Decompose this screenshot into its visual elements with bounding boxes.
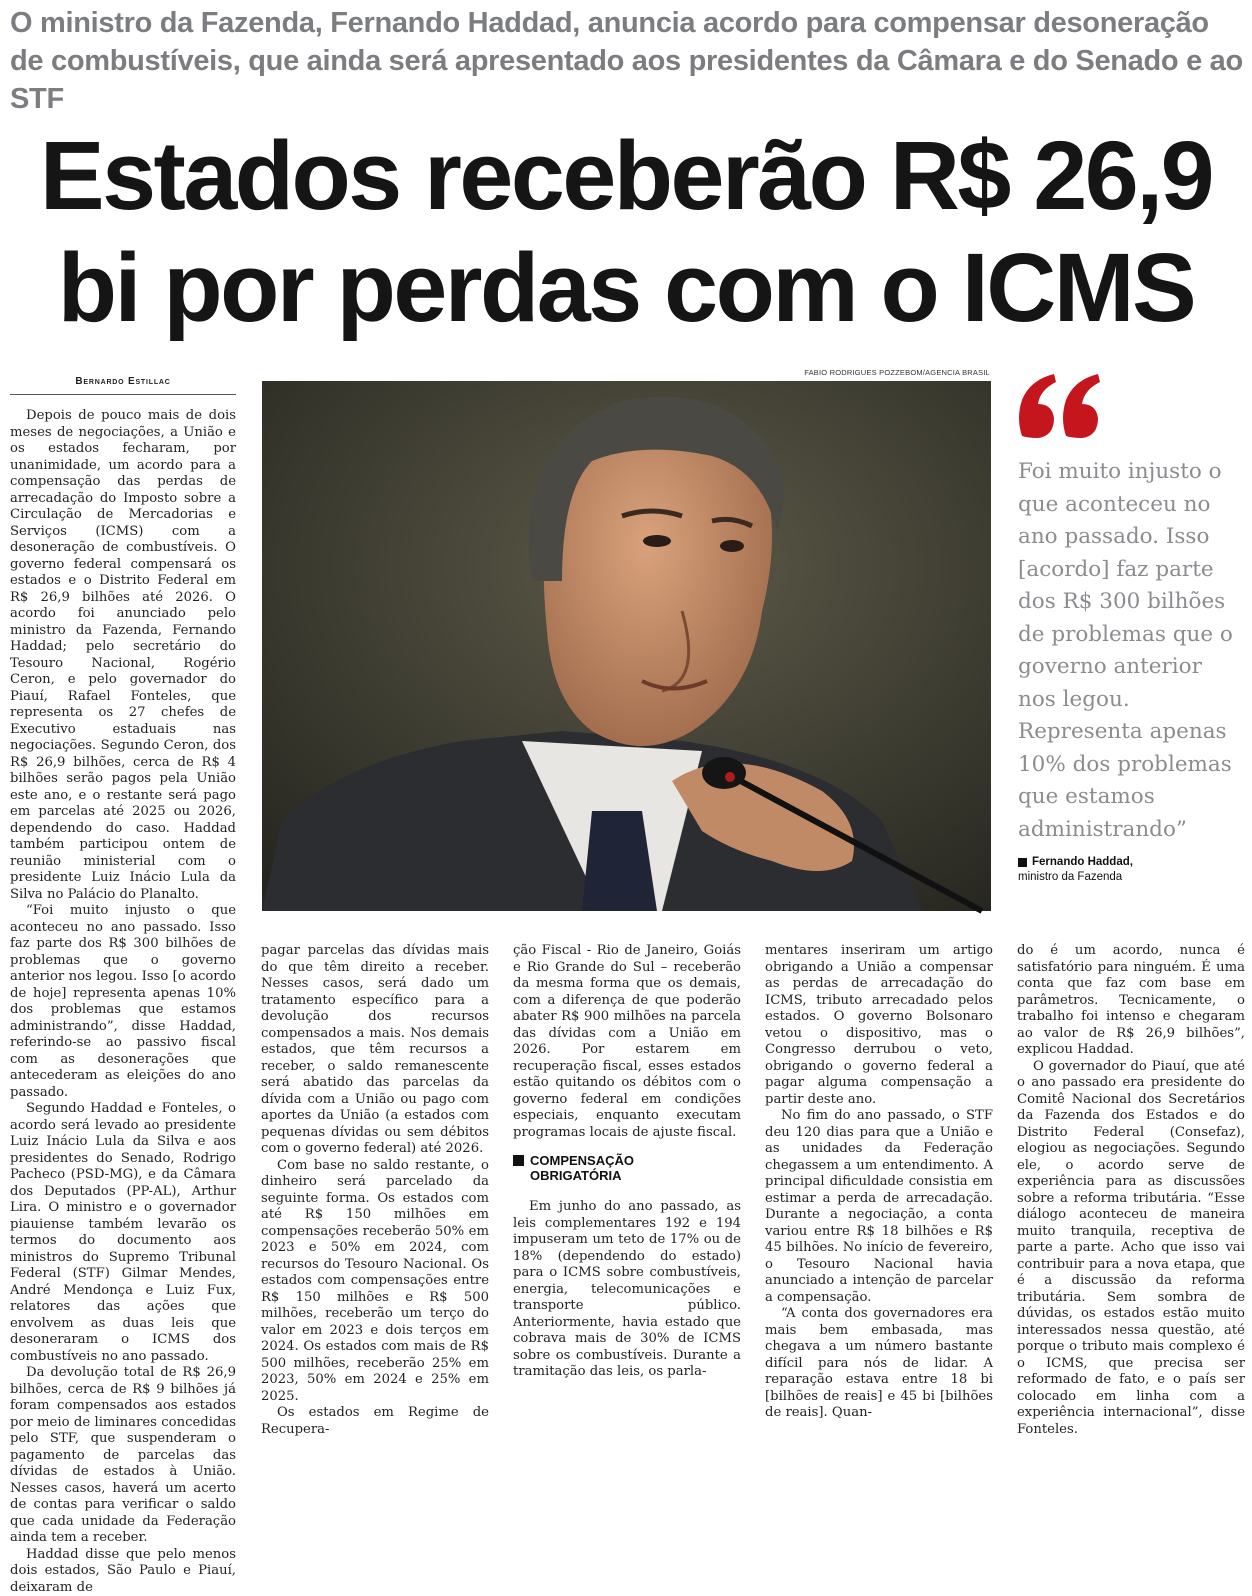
photo-credit: FABIO RODRIGUES POZZEBOM/AGENCIA BRASIL — [264, 368, 990, 377]
article-column-4 — [765, 943, 993, 1318]
paragraph: Segundo Haddad e Fonteles, o acordo será levado ao presidente Luiz Inácio Lula da Silva e aos presidentes do Senado, Rodrigo Pacheco (PSD-MG), e da Câmara dos Deputados (PP-AL), Arthur Lira. O ministro e o governador piauiense também levarão os termos do documento aos ministros do Supremo Tribunal Federal (STF) Gilmar Mendes, André Mendonça e Luiz Fux, relatores das ações que envolvem as duas leis que desoneraram o ICMS dos combustíveis no ano passado. — [10, 1101, 236, 1365]
square-bullet-icon — [513, 1155, 524, 1166]
pull-quote-text: Foi muito injusto o que aconteceu no ano passado. Isso [acordo] faz parte dos R$ 300 bilhões de problemas que o governo anterior nos legou. Representa apenas 10% dos problemas que estamos administrando” — [1018, 456, 1246, 846]
headline — [0, 120, 1252, 344]
portrait-illustration — [262, 381, 991, 911]
byline-divider — [10, 394, 236, 395]
paragraph: mentares inseriram um artigo obrigando a União a compensar as perdas de arrecadação do ICMS, tributo arrecadado pelos estados. O governo Bolsonaro vetou o dispositivo, mas o Congresso derrubou o veto, obrigando o governo federal a pagar alguma compensação a partir deste ano. — [765, 943, 993, 1108]
paragraph: do é um acordo, nunca é satisfatório para ninguém. É uma conta que faz com base em parâmetros. Tecnicamente, o trabalho foi intenso e chegaram ao valor de R$ 26,9 bilhões”, explicou Haddad. — [1017, 943, 1245, 1059]
paragraph: Os estados em Regime de Recupera- — [261, 1405, 489, 1438]
article-column-2 — [261, 943, 489, 1318]
pull-quote-author-name: Fernando Haddad, — [1032, 855, 1133, 870]
paragraph: “Foi muito injusto o que aconteceu no ano passado. Isso faz parte dos R$ 300 bilhões de problemas que o governo anterior nos legou. Isso [o acordo de hoje] representa apenas 10% dos problemas que estamos administrando”, disse Haddad, referindo-se ao passivo fiscal com as desonerações que antecederam as eleições do ano passado. — [10, 903, 236, 1101]
section-subhead — [513, 1153, 741, 1183]
paragraph: Haddad disse que pelo menos dois estados, São Paulo e Piauí, deixaram de — [10, 1547, 236, 1596]
byline: Bernardo Estillac — [10, 376, 236, 387]
square-bullet-icon — [1018, 858, 1027, 867]
photo-fernando-haddad — [262, 381, 991, 911]
headline-line-2: bi por perdas com o ICMS — [0, 232, 1252, 344]
paragraph: O governador do Piauí, que até o ano passado era presidente do Comitê Nacional dos Secretários da Fazenda dos Estados e do Distrito Federal (Consefaz), elogiou as negociações. Segundo ele, o acordo serve de experiência para as discussões sobre a reforma tributária. “Esse diálogo aconteceu de maneira muito tranquila, receptiva de parte a parte. Acho que isso vai contribuir para a nova etapa, que é a discussão da reforma tributária. Sem sombra de dúvidas, os estados estão muito interessados nessa questão, até porque o tributo mais complexo é o ICMS, que precisa ser reformado de fato, e o país ser colocado em linha com a experiência internacional”, disse Fonteles. — [1017, 1059, 1245, 1439]
paragraph: Com base no saldo restante, o dinheiro será parcelado da seguinte forma. Os estados com até R$ 150 milhões em compensações receberão 50% em 2023 e 50% em 2024, com recursos do Tesouro Nacional. Os estados com compensações entre R$ 150 milhões e R$ 500 milhões, receberão um terço do valor em 2023 e dois terços em 2024. Os estados com mais de R$ 500 milhões, receberão 25% em 2023, 50% em 2024 e 25% em 2025. — [261, 1158, 489, 1406]
paragraph: Da devolução total de R$ 26,9 bilhões, cerca de R$ 9 bilhões já foram compensados aos estados por meio de liminares concedidas pelo STF, que suspenderam o pagamento de parcelas das dívidas de estados à União. Nesses casos, haverá um acerto de contas para verificar o saldo que cada unidade da Federação ainda tem a receber. — [10, 1365, 236, 1547]
section-subhead-text: COMPENSAÇÃO OBRIGATÓRIA — [530, 1153, 634, 1183]
pull-quote-attribution — [1018, 855, 1246, 885]
pull-quote-author — [1018, 855, 1246, 870]
paragraph: ção Fiscal - Rio de Janeiro, Goiás e Rio Grande do Sul – receberão da mesma forma que os demais, com a diferença de que poderão abater R$ 900 milhões na parcela das dívidas com a União em 2026. Por estarem em recuperação fiscal, esses estados estão quitando os débitos com o governo federal em condições especiais, enquanto executam programas locais de ajuste fiscal. — [513, 943, 741, 1141]
article-column-3 — [513, 943, 741, 1318]
paragraph: Depois de pouco mais de dois meses de negociações, a União e os estados fecharam, por unanimidade, um acordo para a compensação das perdas de arrecadação do Imposto sobre a Circulação de Mercadorias e Serviços (ICMS) com a desoneração de combustíveis. O governo federal compensará os estados e o Distrito Federal em R$ 26,9 bilhões até 2026. O acordo foi anunciado pelo ministro da Fazenda, Fernando Haddad; pelo secretário do Tesouro Nacional, Rogério Ceron, e pelo governador do Piauí, Rafael Fonteles, que representa os 27 chefes de Executivo estaduais nas negociações. Segundo Ceron, dos R$ 26,9 bilhões, cerca de R$ 4 bilhões serão pagos pela União este ano, e o restante será pago em parcelas até 2025 ou 2026, dependendo do caso. Haddad também participou ontem de reunião ministerial com o presidente Luiz Inácio Lula da Silva no Palácio do Planalto. — [10, 408, 236, 903]
pull-quote-author-role: ministro da Fazenda — [1018, 870, 1246, 885]
paragraph: pagar parcelas das dívidas mais do que têm direito a receber. Nesses casos, será dado um tratamento específico para a devolução dos recursos compensados a mais. Nos demais estados, que têm recursos a receber, o saldo remanescente será abatido das parcelas da dívida com a União ou pago com aportes da União (a estados com pequenas dívidas ou sem débitos com o governo federal) até 2026. — [261, 943, 489, 1158]
paragraph: No fim do ano passado, o STF deu 120 dias para que a União e as unidades da Federação chegassem a um entendimento. A principal dificuldade consistia em estimar a perda de arrecadação. Durante a negociação, a conta variou entre R$ 18 bilhões e R$ 45 bilhões. No início de fevereiro, o Tesouro Nacional havia anunciado a intenção de parcelar a compensação. — [765, 1108, 993, 1306]
kicker-subheadline: O ministro da Fazenda, Fernando Haddad, anuncia acordo para compensar desoneração de combustíveis, que ainda será apresentado aos presidentes da Câmara e do Senado e ao STF — [10, 4, 1246, 118]
paragraph: Em junho do ano passado, as leis complementares 192 e 194 impuseram um teto de 17% ou de 18% (dependendo do estado) para o ICMS sobre combustíveis, energia, telecomunicações e transporte público. Anteriormente, havia estado que cobrava mais de 30% de ICMS sobre os combustíveis. Durante a tramitação das leis, os parla- — [513, 1199, 741, 1381]
quote-mark-icon — [1014, 368, 1104, 448]
paragraph: “A conta dos governadores era mais bem embasada, mas chegava a um número bastante difícil para nós de lidar. A reparação estava entre 18 bi [bilhões de reais] e 45 bi [bilhões de reais]. Quan- — [765, 1306, 993, 1422]
article-column-5 — [1017, 943, 1245, 1318]
headline-line-1: Estados receberão R$ 26,9 — [0, 120, 1252, 232]
article-column-1 — [10, 408, 236, 1316]
